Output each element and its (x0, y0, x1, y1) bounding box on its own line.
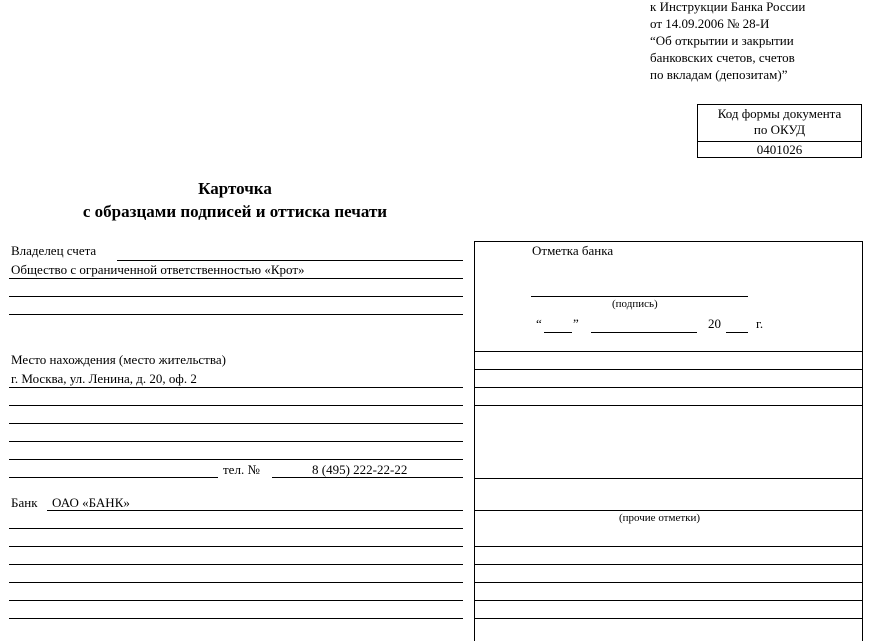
bank-mark-line (474, 582, 863, 583)
reference-line: к Инструкции Банка России (650, 0, 806, 14)
reference-line: по вкладам (депозитам)” (650, 67, 788, 82)
document-subtitle: с образцами подписей и оттиска печати (82, 202, 388, 221)
okud-code-box (697, 104, 862, 158)
reference-line: от 14.09.2006 № 28-И (650, 16, 770, 31)
bank-line (9, 564, 463, 565)
owner-value[interactable]: Общество с ограниченной ответственностью «Крот» (11, 262, 305, 277)
bank-mark-line (474, 600, 863, 601)
location-line (9, 459, 463, 460)
bank-line (9, 546, 463, 547)
bank-mark-panel (474, 241, 863, 641)
date-day-line[interactable] (544, 332, 572, 333)
date-open-quote: “ (536, 316, 542, 331)
date-year-prefix: 20 (708, 316, 721, 331)
phone-label: тел. № (223, 462, 260, 477)
bank-mark-line (474, 405, 863, 406)
bank-mark-line (474, 546, 863, 547)
other-marks-caption: (прочие отметки) (619, 512, 701, 524)
document-title: Карточка (198, 179, 272, 198)
okud-label-line2: по ОКУД (753, 122, 806, 137)
location-value[interactable]: г. Москва, ул. Ленина, д. 20, оф. 2 (11, 371, 197, 386)
location-line (9, 405, 463, 406)
owner-line (9, 278, 463, 279)
phone-value[interactable]: 8 (495) 222-22-22 (312, 462, 408, 477)
bank-mark-line (474, 618, 863, 619)
signature-line[interactable] (531, 296, 748, 297)
bank-mark-title: Отметка банка (532, 243, 614, 258)
phone-value-line (272, 477, 463, 478)
bank-label: Банк (11, 495, 38, 510)
bank-mark-line (474, 369, 863, 370)
bank-mark-line (474, 478, 863, 479)
date-year-line[interactable] (726, 332, 748, 333)
instruction-reference (650, 0, 805, 83)
bank-line (9, 528, 463, 529)
owner-line (9, 296, 463, 297)
other-marks-line (474, 510, 863, 511)
bank-line (9, 582, 463, 583)
date-year-suffix: г. (756, 316, 764, 331)
phone-line (9, 477, 218, 478)
owner-label: Владелец счета (11, 243, 97, 258)
okud-label-line1: Код формы документа (717, 106, 842, 121)
bank-mark-line (474, 387, 863, 388)
bank-mark-line (474, 351, 863, 352)
okud-code-label (698, 106, 861, 138)
date-close-quote: ” (573, 316, 579, 331)
okud-code-value: 0401026 (756, 142, 803, 157)
date-month-line[interactable] (591, 332, 697, 333)
bank-line (47, 510, 463, 511)
owner-line (9, 314, 463, 315)
signature-caption: (подпись) (612, 298, 658, 310)
bank-value[interactable]: ОАО «БАНК» (52, 495, 130, 510)
location-line (9, 387, 463, 388)
location-label: Место нахождения (место жительства) (11, 352, 226, 367)
reference-line: банковских счетов, счетов (650, 50, 795, 65)
owner-line (117, 260, 463, 261)
bank-mark-line (474, 564, 863, 565)
location-line (9, 441, 463, 442)
bank-line (9, 600, 463, 601)
reference-line: “Об открытии и закрытии (650, 33, 794, 48)
bank-line (9, 618, 463, 619)
location-line (9, 423, 463, 424)
